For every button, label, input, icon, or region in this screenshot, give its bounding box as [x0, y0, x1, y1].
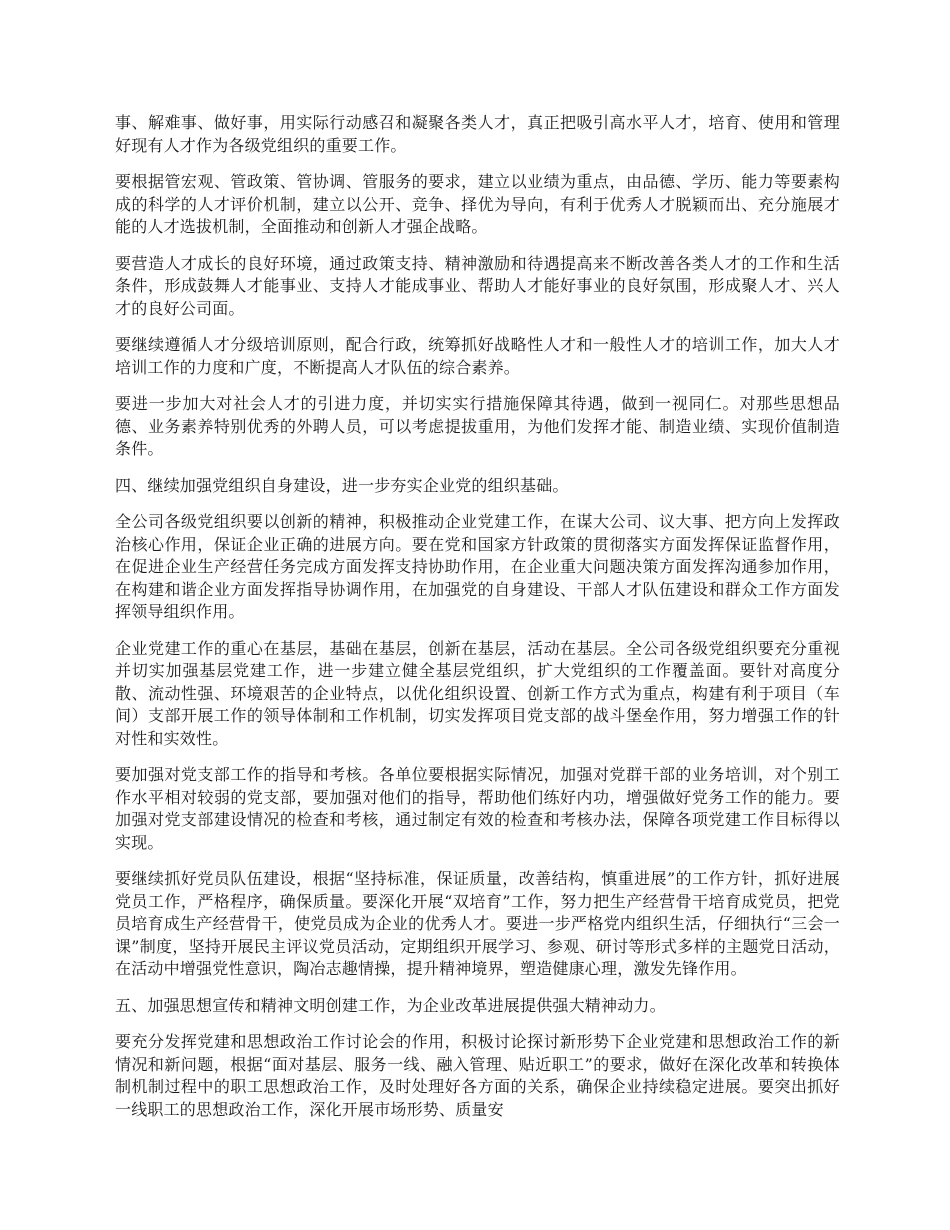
paragraph: 企业党建工作的重心在基层，基础在基层，创新在基层，活动在基层。全公司各级党组织要充分重视并切实加强基层党建工作，进一步建立健全基层党组织，扩大党组织的工作覆盖面。要针对高度分散、流动性强、环境艰苦的企业特点，以优化组织设置、创新工作方式为重点，构建有利于项目（车间）支部开展工作的领导体制和工作机制，切实发挥项目党支部的战斗堡垒作用，努力增强工作的针对性和实效性。: [115, 638, 840, 748]
paragraph: 要营造人才成长的良好环境，通过政策支持、精神激励和待遇提高来不断改善各类人才的工作和生活条件，形成鼓舞人才能事业、支持人才能成事业、帮助人才能好事业的良好氛围，形成聚人才、兴人才的良好公司面。: [115, 253, 840, 318]
paragraph: 要继续抓好党员队伍建设，根据“坚持标准，保证质量，改善结构，慎重进展”的工作方针，抓好进展党员工作，严格程序，确保质量。要深化开展“双培育”工作，努力把生产经营骨干培育成党员，把党员培育成生产经营骨干，使党员成为企业的优秀人才。要进一步严格党内组织生活，仔细执行“三会一课”制度，坚持开展民主评议党员活动，定期组织开展学习、参观、研讨等形式多样的主题党日活动，在活动中增强党性意识，陶冶志趣情操，提升精神境界，塑造健康心理，激发先锋作用。: [115, 869, 840, 978]
section-heading: 四、继续加强党组织自身建设，进一步夯实企业党的组织基础。: [115, 475, 569, 495]
paragraph: 要充分发挥党建和思想政治工作讨论会的作用，积极讨论探讨新形势下企业党建和思想政治工作的新情况和新问题，根据“面对基层、服务一线、融入管理、贴近职工”的要求，做好在深化改革和转换体制机制过程中的职工思想政治工作，及时处理好各方面的关系，确保企业持续稳定进展。要突出抓好一线职工的思想政治工作，深化开展市场形势、质量安: [115, 1032, 840, 1119]
paragraph: 事、解难事、做好事，用实际行动感召和凝聚各类人才，真正把吸引高水平人才，培育、使用和管理好现有人才作为各级党组织的重要工作。: [115, 113, 840, 155]
section-heading: 五、加强思想宣传和精神文明创建工作，为企业改革进展提供强大精神动力。: [115, 995, 666, 1015]
paragraph: 要继续遵循人才分级培训原则，配合行政，统筹抓好战略性人才和一般性人才的培训工作，加大人才培训工作的力度和广度，不断提高人才队伍的综合素养。: [115, 335, 840, 377]
paragraph: 要进一步加大对社会人才的引进力度，并切实实行措施保障其待遇，做到一视同仁。对那些思想品德、业务素养特别优秀的外聘人员，可以考虑提拔重用，为他们发挥才能、制造业绩、实现价值制造条件。: [115, 394, 840, 458]
paragraph: 全公司各级党组织要以创新的精神，积极推动企业党建工作，在谋大公司、议大事、把方向上发挥政治核心作用，保证企业正确的进展方向。要在党和国家方针政策的贯彻落实方面发挥保证监督作用，在促进企业生产经营任务完成方面发挥支持协助作用，在企业重大问题决策方面发挥沟通参加作用，在构建和谐企业方面发挥指导协调作用，在加强党的自身建设、干部人才队伍建设和群众工作方面发挥领导组织作用。: [115, 512, 840, 621]
paragraph: 要加强对党支部工作的指导和考核。各单位要根据实际情况，加强对党群干部的业务培训，对个别工作水平相对较弱的党支部，要加强对他们的指导，帮助他们练好内功，增强做好党务工作的能力。要加强对党支部建设情况的检查和考核，通过制定有效的检查和考核办法，保障各项党建工作目标得以实现。: [115, 765, 840, 852]
paragraph: 要根据管宏观、管政策、管协调、管服务的要求，建立以业绩为重点，由品德、学历、能力等要素构成的科学的人才评价机制，建立以公开、竞争、择优为导向，有利于优秀人才脱颖而出、充分施展才能的人才选拔机制，全面推动和创新人才强企战略。: [115, 172, 840, 236]
